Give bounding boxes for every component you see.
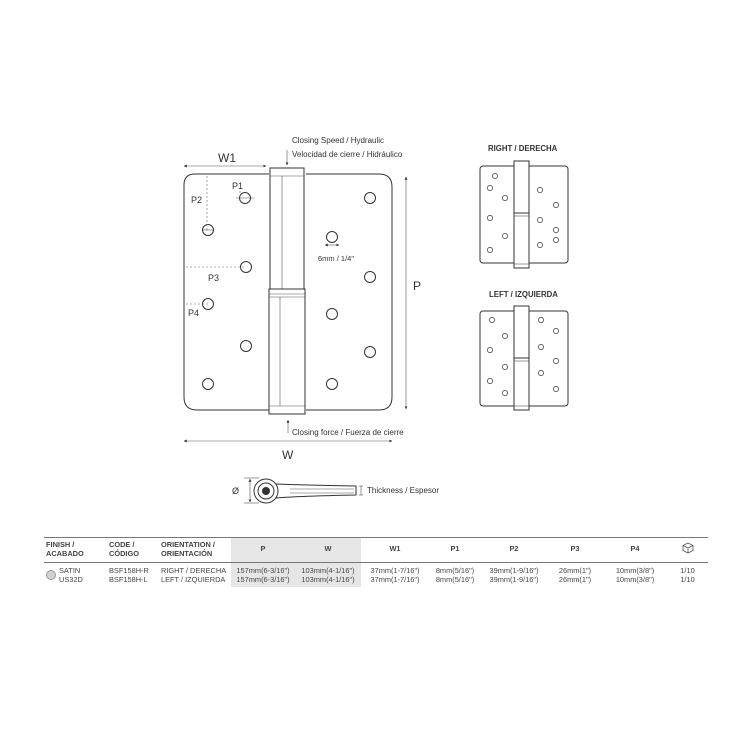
finish-swatch-icon <box>46 570 56 580</box>
cell-p2: 39mm(1-9/16") 39mm(1-9/16") <box>489 565 539 584</box>
box-icon <box>682 542 694 554</box>
diameter-label: Ø <box>232 486 240 496</box>
hinge-knuckle-bottom <box>269 289 305 414</box>
left-hand-hinge <box>480 306 568 410</box>
right-hand-label: RIGHT / DERECHA <box>488 144 558 153</box>
cell-pack: 1/10 1/10 <box>680 565 695 584</box>
left-hand-label: LEFT / IZQUIERDA <box>489 290 558 299</box>
p4-label: P4 <box>188 308 200 318</box>
screw-hole <box>327 232 338 243</box>
table-header-row <box>44 538 708 563</box>
cell-p3: 26mm(1") 26mm(1") <box>558 565 592 584</box>
right-hand-hinge <box>480 161 568 268</box>
header-p4: P4 <box>630 544 640 554</box>
header-code: CODE / CÓDIGO <box>109 540 139 558</box>
thickness-view <box>244 478 363 503</box>
p2-label: P2 <box>191 195 203 205</box>
hole-size-label: 6mm / 1/4" <box>318 254 355 263</box>
p-label: P <box>413 279 422 293</box>
cell-finish: SATIN US32D <box>44 562 107 587</box>
w1-label: W1 <box>218 151 236 165</box>
screw-hole <box>241 341 252 352</box>
cell-w1: 37mm(1-7/16") 37mm(1-7/16") <box>370 565 420 584</box>
screw-hole <box>365 347 376 358</box>
screw-hole <box>327 379 338 390</box>
header-p2: P2 <box>509 544 519 554</box>
screw-hole <box>203 379 214 390</box>
header-p1: P1 <box>450 544 460 554</box>
closing-speed-label: Closing Speed / Hydraulic <box>292 136 385 145</box>
p3-label: P3 <box>208 273 220 283</box>
cell-orientation: RIGHT / DERECHA LEFT / IZQUIERDA <box>161 565 227 584</box>
closing-force-label: Closing force / Fuerza de cierre <box>292 428 404 437</box>
header-w: W <box>295 538 361 563</box>
spec-table <box>44 537 708 587</box>
hinge-knuckle-top <box>270 168 304 292</box>
cell-code: BSF158H-R BSF158H-L <box>109 565 149 584</box>
p1-label: P1 <box>232 181 244 191</box>
cell-p1: 8mm(5/16") 8mm(5/16") <box>435 565 475 584</box>
right-leaf <box>306 174 392 410</box>
header-w1: W1 <box>389 544 401 554</box>
header-orientation: ORIENTATION / ORIENTACIÓN <box>161 540 215 558</box>
screw-hole <box>365 193 376 204</box>
cell-p: 157mm(6-3/16") 157mm(6-3/16") <box>231 562 295 587</box>
screw-hole <box>327 309 338 320</box>
header-pack <box>667 538 708 563</box>
cell-p4: 10mm(3/8") 10mm(3/8") <box>615 565 655 584</box>
w-label: W <box>282 448 294 462</box>
screw-hole <box>365 272 376 283</box>
header-p3: P3 <box>570 544 580 554</box>
closing-speed-label-es: Velocidad de cierre / Hidráulico <box>292 150 403 159</box>
header-finish: FINISH / ACABADO <box>46 540 84 558</box>
table-row <box>44 562 708 587</box>
main-hinge-view <box>184 168 392 414</box>
header-p: P <box>231 538 295 563</box>
thickness-label: Thickness / Espesor <box>367 486 440 495</box>
cell-w: 103mm(4-1/16") 103mm(4-1/16") <box>295 562 361 587</box>
left-leaf <box>184 174 269 410</box>
